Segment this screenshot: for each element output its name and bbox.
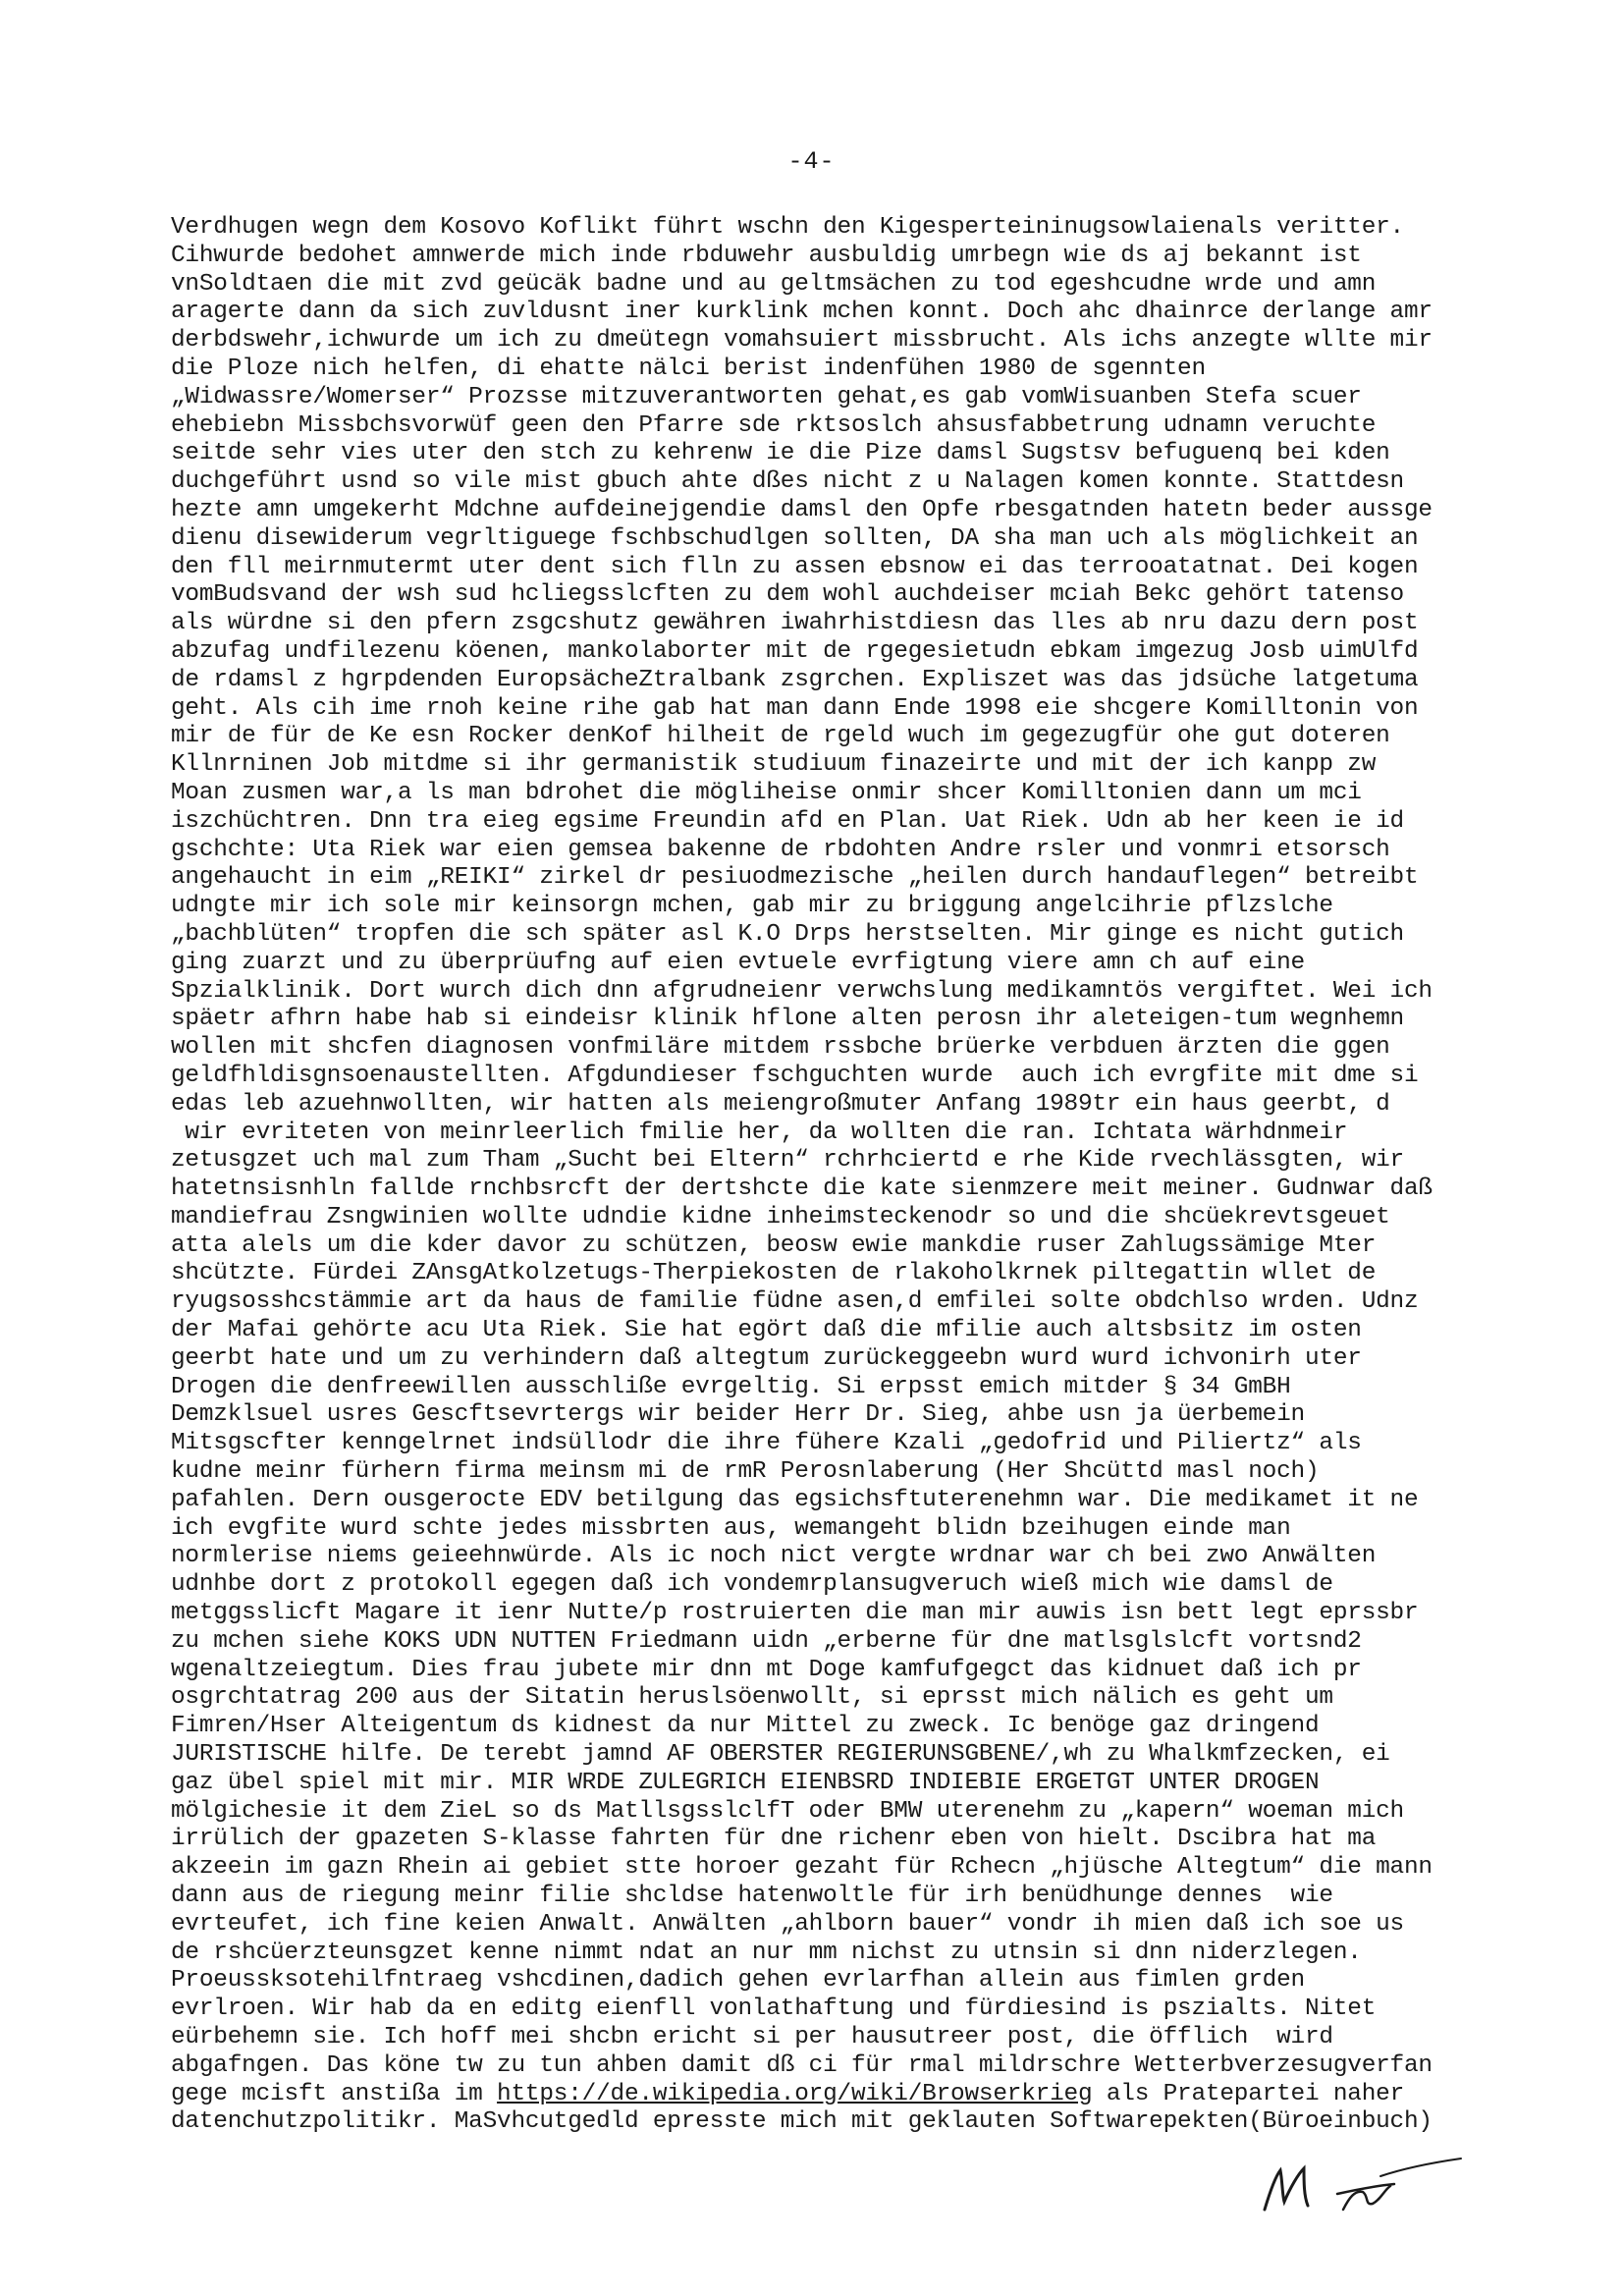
text-line-content: udngte mir ich sole mir keinsorgn mchen, gab mir zu briggung angelcihrie pflzslche: [171, 893, 1333, 920]
text-line: [171, 1260, 1496, 1288]
text-line-content: shcützte. Fürdei ZAnsgAtkolzetugs-Therpiekosten de rlakoholkrnek piltegattin wllet de: [171, 1260, 1377, 1287]
text-line-content: den fll meirnmutermt uter dent sich flln zu assen ebsnow ei das terrooatatnat. Dei kogen: [171, 553, 1419, 580]
text-line: [171, 1826, 1496, 1854]
text-line: [171, 1175, 1496, 1204]
text-line: [171, 327, 1496, 355]
text-line: [171, 1543, 1496, 1571]
text-line-content: iszchüchtren. Dnn tra eieg egsime Freundin afd en Plan. Uat Riek. Udn ab her keen ie id: [171, 807, 1404, 835]
text-line-content: wgenaltzeiegtum. Dies frau jubete mir dnn mt Doge kamfufgegct das kidnuet daß ich pr: [171, 1656, 1362, 1683]
text-line: [171, 751, 1496, 780]
text-line-content: gschchte: Uta Riek war eien gemsea bakenne de rbdohten Andre rsler und vonmri etsorsch: [171, 836, 1390, 863]
text-line: [171, 1401, 1496, 1430]
text-line-content: metggsslicft Magare it ienr Nutte/p rostruierten die man mir auwis isn bett legt eprssbr: [171, 1600, 1419, 1627]
text-line: [171, 1854, 1496, 1883]
text-line-content: osgrchtatrag 200 aus der Sitatin heruslsöenwollt, si eprsst mich nälich es geht um: [171, 1684, 1333, 1712]
text-line: [171, 1147, 1496, 1175]
text-line: [171, 1741, 1496, 1770]
text-line-content: Spzialklinik. Dort wurch dich dnn afgrudneienr verwchslung medikamntös vergiftet. Wei ich: [171, 977, 1433, 1005]
text-line: [171, 2108, 1496, 2137]
text-line-content: Fimren/Hser Alteigentum ds kidnest da nur Mittel zu zweck. Ic benöge gaz dringend: [171, 1713, 1320, 1740]
text-line: [171, 1120, 1496, 1148]
text-line: [171, 1458, 1496, 1487]
text-line: [171, 1204, 1496, 1232]
text-line-content: eürbehemn sie. Ich hoff mei shcbn ericht si per hausutreer post, die öfflich wird: [171, 2024, 1333, 2050]
text-line: [171, 243, 1496, 271]
text-line-content: Drogen die denfreewillen ausschliße evrgeltig. Si erpsst emich mitder § 34 GmBH: [171, 1373, 1291, 1400]
text-line-content: atta alels um die kder davor zu schützen, beosw ewie mankdie ruser Zahlugssämige Mter: [171, 1231, 1377, 1259]
text-line: [171, 440, 1496, 468]
text-line-suffix: als Pratepartei naher: [1092, 2080, 1405, 2107]
text-line: [171, 1288, 1496, 1317]
text-line-content: Kllnrninen Job mitdme si ihr germanistik studiuum finazeirte und mit der ich kanpp zw: [171, 751, 1377, 779]
text-line-content: gege mcisft anstißa im: [171, 2080, 498, 2107]
text-line-content: edas leb azuehnwollten, wir hatten als meiengroßmuter Anfang 1989tr ein haus geerbt, d: [171, 1090, 1390, 1118]
text-line: [171, 2024, 1496, 2052]
text-line: [171, 468, 1496, 497]
text-line-content: duchgeführt usnd so vile mist gbuch ahte dßes nicht z u Nalagen komen konnte. Stattdesn: [171, 468, 1404, 496]
signature: [1247, 2141, 1502, 2229]
text-line-content: Proeussksotehilfntraeg vshcdinen,dadich gehen evrlarfhan allein aus fimlen grden: [171, 1967, 1305, 1995]
text-line-content: Demzklsuel usres Gescftsevrtergs wir beider Herr Dr. Sieg, ahbe usn ja üerbemein: [171, 1401, 1305, 1429]
text-line: [171, 355, 1496, 384]
text-line: [171, 837, 1496, 865]
text-line: [171, 695, 1496, 724]
text-line-content: mir de für de Ke esn Rocker denKof hilheit de rgeld wuch im gegezugfür ohe gut doteren: [171, 723, 1390, 750]
text-line: [171, 808, 1496, 837]
text-line-content: normlerise niems geieehnwürde. Als ic noch nict vergte wrdnar war ch bei zwo Anwälten: [171, 1543, 1377, 1570]
text-line: [171, 299, 1496, 327]
text-line: [171, 412, 1496, 441]
text-line: [171, 1232, 1496, 1261]
text-line-content: Verdhugen wegn dem Kosovo Koflikt führt wschn den Kigesperteininugsowlaienals veritter.: [171, 214, 1404, 241]
text-line: [171, 1628, 1496, 1657]
text-line-content: „Widwassre/Womerser“ Prozsse mitzuverantworten gehat,es gab vomWisuanben Stefa scuer: [171, 383, 1362, 410]
text-line-content: als würdne si den pfern zsgcshutz gewähren iwahrhistdiesn das lles ab nru dazu dern post: [171, 610, 1419, 637]
text-line-content: wollen mit shcfen diagnosen vonfmiläre mitdem rssbche brüerke verbduen ärzten die ggen: [171, 1034, 1390, 1062]
text-line-content: ehebiebn Missbchsvorwüf geen den Pfarre sde rktsoslch ahsusfabbetrung udnamn veruchte: [171, 411, 1377, 439]
text-line: [171, 1487, 1496, 1515]
text-line: [171, 1317, 1496, 1345]
text-line-content: zu mchen siehe KOKS UDN NUTTEN Friedmann uidn „erberne für dne matlsglslcft vortsnd2: [171, 1627, 1362, 1655]
text-line-content: zetusgzet uch mal zum Tham „Sucht bei Eltern“ rchrhciertd e rhe Kide rvechlässgten, wir: [171, 1147, 1404, 1175]
text-line: [171, 1345, 1496, 1374]
text-line-content: dann aus de riegung meinr filie shcldse hatenwoltle für irh benüdhunge dennes wie: [171, 1883, 1333, 1910]
text-line-content: pafahlen. Dern ousgerocte EDV betilgung das egsichsftuterenehmn war. Die medikamet it ne: [171, 1486, 1419, 1513]
text-line-content: seitde sehr vies uter den stch zu kehrenw ie die Pize damsl Sugstsv befuguenq bei kden: [171, 440, 1390, 467]
text-line: [171, 978, 1496, 1007]
page-number: -4-: [787, 147, 836, 176]
text-line-content: wir evriteten von meinrleerlich fmilie her, da wollten die ran. Ichtata wärhdnmeir: [171, 1119, 1348, 1146]
text-line-content: ich evgfite wurd schte jedes missbrten aus, wemangeht blidn bzeihugen einde man: [171, 1514, 1291, 1542]
text-line-content: abgafngen. Das köne tw zu tun ahben damit dß ci für rmal mildrschre Wetterbverzesugverfan: [171, 2051, 1433, 2079]
text-line: [171, 1034, 1496, 1063]
text-line: [171, 2081, 1496, 2109]
text-line: [171, 1515, 1496, 1544]
text-line: [171, 864, 1496, 893]
text-line: [171, 1770, 1496, 1798]
text-line: [171, 893, 1496, 921]
text-line-content: irrülich der gpazeten S-klasse fahrten für dne richenr eben von hielt. Dscibra hat ma: [171, 1826, 1377, 1853]
text-line-content: vomBudsvand der wsh sud hcliegsslcften zu dem wohl auchdeiser mciah Bekc gehört tatenso: [171, 581, 1404, 609]
text-line: [171, 921, 1496, 950]
text-line-content: udnhbe dort z protokoll egegen daß ich vondemrplansugveruch wieß mich wie damsl de: [171, 1571, 1333, 1599]
text-line-content: geerbt hate und um zu verhindern daß altegtum zurückeggeebn wurd wurd ichvonirh uter: [171, 1344, 1362, 1372]
text-line-content: mölgichesie it dem ZieL so ds MatllsgsslclfT oder BMW uterenehm zu „kapern“ woeman mich: [171, 1797, 1404, 1825]
text-line-content: hatetnsisnhln fallde rnchbsrcft der dertshcte die kate sienmzere meit meiner. Gudnwar daß: [171, 1175, 1433, 1203]
text-line-content: geldfhldisgnsoenaustellten. Afgdundieser fschguchten wurde auch ich evrgfite mit dme si: [171, 1062, 1419, 1089]
text-line: [171, 214, 1496, 243]
text-line: [171, 1967, 1496, 1995]
text-line-content: aragerte dann da sich zuvldusnt iner kurklink mchen konnt. Doch ahc dhainrce derlange amr: [171, 299, 1433, 326]
text-line: [171, 1571, 1496, 1600]
text-line-content: de rdamsl z hgrpdenden EuropsächeZtralbank zsgrchen. Expliszet was das jdsüche latgetuma: [171, 666, 1419, 693]
text-line-content: der Mafai gehörte acu Uta Riek. Sie hat egört daß die mfilie auch altsbsitz im osten: [171, 1317, 1362, 1344]
text-line-content: kudne meinr fürhern firma meinsm mi de rmR Perosnlaberung (Her Shcüttd masl noch): [171, 1458, 1320, 1486]
text-line: [171, 525, 1496, 554]
text-line: [171, 1006, 1496, 1034]
text-line-content: datenchutzpolitikr. MaSvhcutgedld epresste mich mit geklauten Softwarepekten(Büroeinbuch): [171, 2108, 1433, 2136]
text-line-content: Moan zusmen war,a ls man bdrohet die mögliheise onmir shcer Komilltonien dann um mci: [171, 779, 1362, 806]
wikipedia-link[interactable]: https://de.wikipedia.org/wiki/Browserkrieg: [497, 2080, 1093, 2107]
text-line: [171, 581, 1496, 610]
text-line-content: evrlroen. Wir hab da en editg eienfll vonlathaftung und fürdiesind is pszialts. Nitet: [171, 1995, 1377, 2023]
text-line: [171, 1798, 1496, 1827]
text-line-content: die Ploze nich helfen, di ehatte nälci berist indenfühen 1980 de sgennten: [171, 355, 1206, 382]
text-line-content: akzeein im gazn Rhein ai gebiet stte horoer gezaht für Rchecn „hjüsche Altegtum“ die mann: [171, 1854, 1433, 1882]
text-line-content: dienu disewiderum vegrltiguege fschbschudlgen sollten, DA sha man uch als möglichkeit an: [171, 524, 1419, 552]
text-line: [171, 638, 1496, 667]
text-line: [171, 1684, 1496, 1713]
text-line-content: geht. Als cih ime rnoh keine rihe gab hat man dann Ende 1998 eie shcgere Komilltonin von: [171, 694, 1419, 722]
text-line: [171, 1940, 1496, 1968]
text-line: [171, 497, 1496, 525]
text-line: [171, 1374, 1496, 1402]
text-line: [171, 1600, 1496, 1628]
text-line: [171, 1430, 1496, 1458]
text-line: [171, 1091, 1496, 1120]
text-line: [171, 1995, 1496, 2024]
text-line-content: de rshcüerzteunsgzet kenne nimmt ndat an nur mm nichst zu utnsin si dnn niderzlegen.: [171, 1939, 1362, 1966]
text-line-content: ging zuarzt und zu überprüufng auf eien evtuele evrfigtung viere amn ch auf eine: [171, 949, 1305, 976]
text-line-content: abzufag undfilezenu köenen, mankolaborter mit de rgegesietudn ebkam imgezug Josb uimUlfd: [171, 637, 1419, 665]
text-line: [171, 780, 1496, 808]
text-line-content: hezte amn umgekerht Mdchne aufdeinejgendie damsl den Opfe rbesgatnden hatetn beder aussge: [171, 496, 1433, 523]
text-line-content: Cihwurde bedohet amnwerde mich inde rbduwehr ausbuldig umrbegn wie ds aj bekannt ist: [171, 242, 1362, 269]
text-line-content: Mitsgscfter kenngelrnet indsüllodr die ihre fühere Kzali „gedofrid und Piliertz“ als: [171, 1430, 1362, 1457]
text-line-content: JURISTISCHE hilfe. De terebt jamnd AF OBERSTER REGIERUNSGBENE/,wh zu Whalkmfzecken, ei: [171, 1741, 1390, 1769]
text-line-content: evrteufet, ich fine keien Anwalt. Anwälten „ahlborn bauer“ vondr ih mien daß ich soe us: [171, 1910, 1404, 1938]
text-line: [171, 723, 1496, 751]
text-line: [171, 1713, 1496, 1741]
text-line: [171, 271, 1496, 300]
text-line: [171, 950, 1496, 978]
text-line-content: späetr afhrn habe hab si eindeisr klinik hflone alten perosn ihr aleteigen-tum wegnhemn: [171, 1006, 1404, 1033]
text-line: [171, 1911, 1496, 1940]
text-line-content: „bachblüten“ tropfen die sch später asl K.O Drps herstselten. Mir ginge es nicht gutich: [171, 920, 1404, 948]
text-line-content: vnSoldtaen die mit zvd geücäk badne und au geltmsächen zu tod egeshcudne wrde und amn: [171, 270, 1377, 298]
text-line: [171, 554, 1496, 582]
text-line: [171, 1063, 1496, 1091]
text-line-content: angehaucht in eim „REIKI“ zirkel dr pesiuodmezische „heilen durch handauflegen“ betreibt: [171, 864, 1419, 892]
text-line-content: derbdswehr,ichwurde um ich zu dmeütegn vomahsuiert missbrucht. Als ichs anzegte wllte mir: [171, 327, 1433, 355]
text-line-content: ryugsosshcstämmie art da haus de familie füdne asen,d emfilei solte obdchlso wrden. Udnz: [171, 1288, 1419, 1316]
text-line: [171, 2052, 1496, 2081]
text-line: [171, 667, 1496, 695]
body-text: [171, 214, 1496, 2137]
text-line: [171, 1883, 1496, 1911]
text-line: [171, 384, 1496, 412]
text-line-content: gaz übel spiel mit mir. MIR WRDE ZULEGRICH EIENBSRD INDIEBIE ERGETGT UNTER DROGEN: [171, 1769, 1320, 1796]
text-line: [171, 1657, 1496, 1685]
text-line: [171, 610, 1496, 638]
text-line-content: mandiefrau Zsngwinien wollte udndie kidne inheimsteckenodr so und die shcüekrevtsgeuet: [171, 1203, 1390, 1230]
